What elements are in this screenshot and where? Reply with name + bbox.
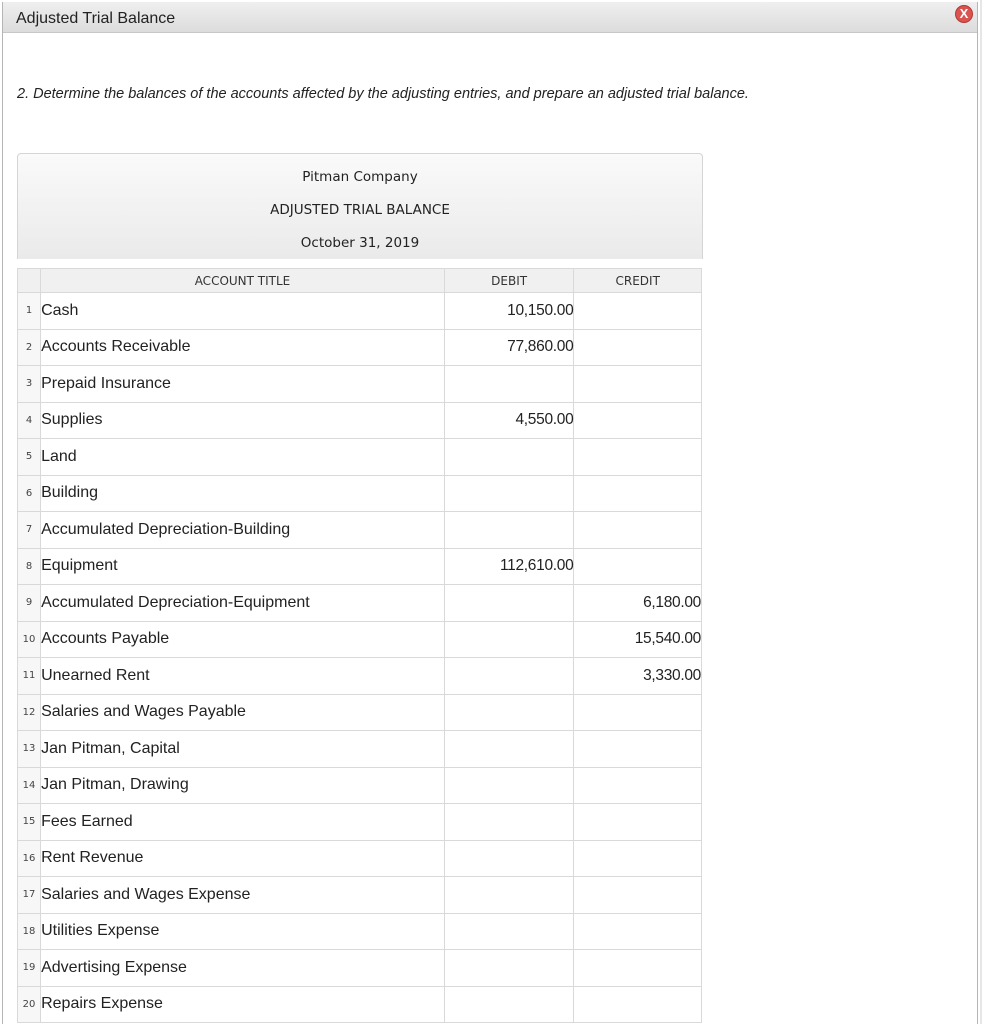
row-number-header [18, 269, 41, 293]
account-title-cell[interactable]: Jan Pitman, Drawing [41, 767, 445, 804]
account-title-cell[interactable]: Salaries and Wages Expense [41, 877, 445, 914]
row-number: 15 [18, 804, 41, 841]
credit-header: CREDIT [574, 269, 702, 293]
credit-cell[interactable] [574, 366, 702, 403]
debit-cell[interactable] [444, 986, 574, 1023]
table-row [18, 694, 702, 731]
debit-cell[interactable]: 10,150.00 [444, 293, 574, 330]
report-title: ADJUSTED TRIAL BALANCE [270, 202, 450, 218]
account-title-cell[interactable]: Cash [41, 293, 445, 330]
credit-cell[interactable] [574, 731, 702, 768]
debit-cell[interactable] [444, 475, 574, 512]
company-name: Pitman Company [302, 169, 418, 185]
row-number: 11 [18, 658, 41, 695]
credit-cell[interactable] [574, 913, 702, 950]
row-number: 13 [18, 731, 41, 768]
row-number: 14 [18, 767, 41, 804]
report-date: October 31, 2019 [300, 235, 420, 251]
row-number: 6 [18, 475, 41, 512]
credit-cell[interactable] [574, 402, 702, 439]
report-header [17, 153, 703, 259]
debit-cell[interactable]: 4,550.00 [444, 402, 574, 439]
credit-cell[interactable] [574, 694, 702, 731]
row-number: 10 [18, 621, 41, 658]
debit-cell[interactable] [444, 658, 574, 695]
table-row [18, 366, 702, 403]
credit-cell[interactable]: 3,330.00 [574, 658, 702, 695]
credit-cell[interactable] [574, 512, 702, 549]
row-number: 1 [18, 293, 41, 330]
table-row [18, 475, 702, 512]
credit-cell[interactable] [574, 329, 702, 366]
row-number: 8 [18, 548, 41, 585]
account-title-cell[interactable]: Rent Revenue [41, 840, 445, 877]
row-number: 7 [18, 512, 41, 549]
debit-cell[interactable] [444, 512, 574, 549]
debit-cell[interactable] [444, 840, 574, 877]
dialog-title: Adjusted Trial Balance [16, 10, 176, 27]
account-title-cell[interactable]: Accounts Receivable [41, 329, 445, 366]
debit-cell[interactable] [444, 913, 574, 950]
debit-cell[interactable] [444, 767, 574, 804]
account-title-header: ACCOUNT TITLE [41, 269, 445, 293]
account-title-cell[interactable]: Accumulated Depreciation-Building [41, 512, 445, 549]
credit-cell[interactable] [574, 986, 702, 1023]
account-title-cell[interactable]: Accumulated Depreciation-Equipment [41, 585, 445, 622]
table-row [18, 293, 702, 330]
account-title-cell[interactable]: Jan Pitman, Capital [41, 731, 445, 768]
table-row [18, 621, 702, 658]
instructions-text: 2. Determine the balances of the accounts affected by the adjusting entries, and prepare an adjusted trial balance. [17, 86, 749, 102]
debit-cell[interactable] [444, 731, 574, 768]
table-row [18, 950, 702, 987]
row-number: 18 [18, 913, 41, 950]
row-number: 9 [18, 585, 41, 622]
account-title-cell[interactable]: Salaries and Wages Payable [41, 694, 445, 731]
account-title-cell[interactable]: Unearned Rent [41, 658, 445, 695]
debit-cell[interactable] [444, 804, 574, 841]
credit-cell[interactable] [574, 767, 702, 804]
table-row [18, 986, 702, 1023]
table-row [18, 402, 702, 439]
debit-cell[interactable]: 77,860.00 [444, 329, 574, 366]
account-title-cell[interactable]: Land [41, 439, 445, 476]
dialog-titlebar[interactable] [3, 2, 977, 33]
row-number: 2 [18, 329, 41, 366]
account-title-cell[interactable]: Equipment [41, 548, 445, 585]
account-title-cell[interactable]: Utilities Expense [41, 913, 445, 950]
credit-cell[interactable] [574, 840, 702, 877]
table-row [18, 913, 702, 950]
table-row [18, 877, 702, 914]
credit-cell[interactable] [574, 950, 702, 987]
table-row [18, 731, 702, 768]
credit-cell[interactable] [574, 804, 702, 841]
credit-cell[interactable] [574, 548, 702, 585]
debit-cell[interactable] [444, 621, 574, 658]
table-row [18, 840, 702, 877]
row-number: 20 [18, 986, 41, 1023]
credit-cell[interactable] [574, 439, 702, 476]
row-number: 12 [18, 694, 41, 731]
debit-cell[interactable] [444, 950, 574, 987]
account-title-cell[interactable]: Supplies [41, 402, 445, 439]
row-number: 16 [18, 840, 41, 877]
debit-cell[interactable] [444, 877, 574, 914]
debit-cell[interactable]: 112,610.00 [444, 548, 574, 585]
debit-header: DEBIT [444, 269, 574, 293]
table-row [18, 658, 702, 695]
table-row [18, 804, 702, 841]
dialog-window [2, 2, 978, 1024]
table-row [18, 767, 702, 804]
row-number: 3 [18, 366, 41, 403]
credit-cell[interactable] [574, 475, 702, 512]
row-number: 17 [18, 877, 41, 914]
debit-cell[interactable] [444, 585, 574, 622]
row-number: 5 [18, 439, 41, 476]
credit-cell[interactable] [574, 877, 702, 914]
row-number: 19 [18, 950, 41, 987]
debit-cell[interactable] [444, 439, 574, 476]
credit-cell[interactable]: 6,180.00 [574, 585, 702, 622]
account-title-cell[interactable]: Prepaid Insurance [41, 366, 445, 403]
account-title-cell[interactable]: Repairs Expense [41, 986, 445, 1023]
account-title-cell[interactable]: Advertising Expense [41, 950, 445, 987]
account-title-cell[interactable]: Building [41, 475, 445, 512]
debit-cell[interactable] [444, 694, 574, 731]
table-row [18, 512, 702, 549]
credit-cell[interactable] [574, 293, 702, 330]
table-row [18, 548, 702, 585]
close-icon[interactable]: X [955, 5, 973, 23]
credit-cell[interactable]: 15,540.00 [574, 621, 702, 658]
table-row [18, 585, 702, 622]
trial-balance-table [17, 268, 702, 1023]
account-title-cell[interactable]: Fees Earned [41, 804, 445, 841]
account-title-cell[interactable]: Accounts Payable [41, 621, 445, 658]
table-row [18, 329, 702, 366]
table-row [18, 439, 702, 476]
row-number: 4 [18, 402, 41, 439]
debit-cell[interactable] [444, 366, 574, 403]
table-header-row [18, 269, 702, 293]
